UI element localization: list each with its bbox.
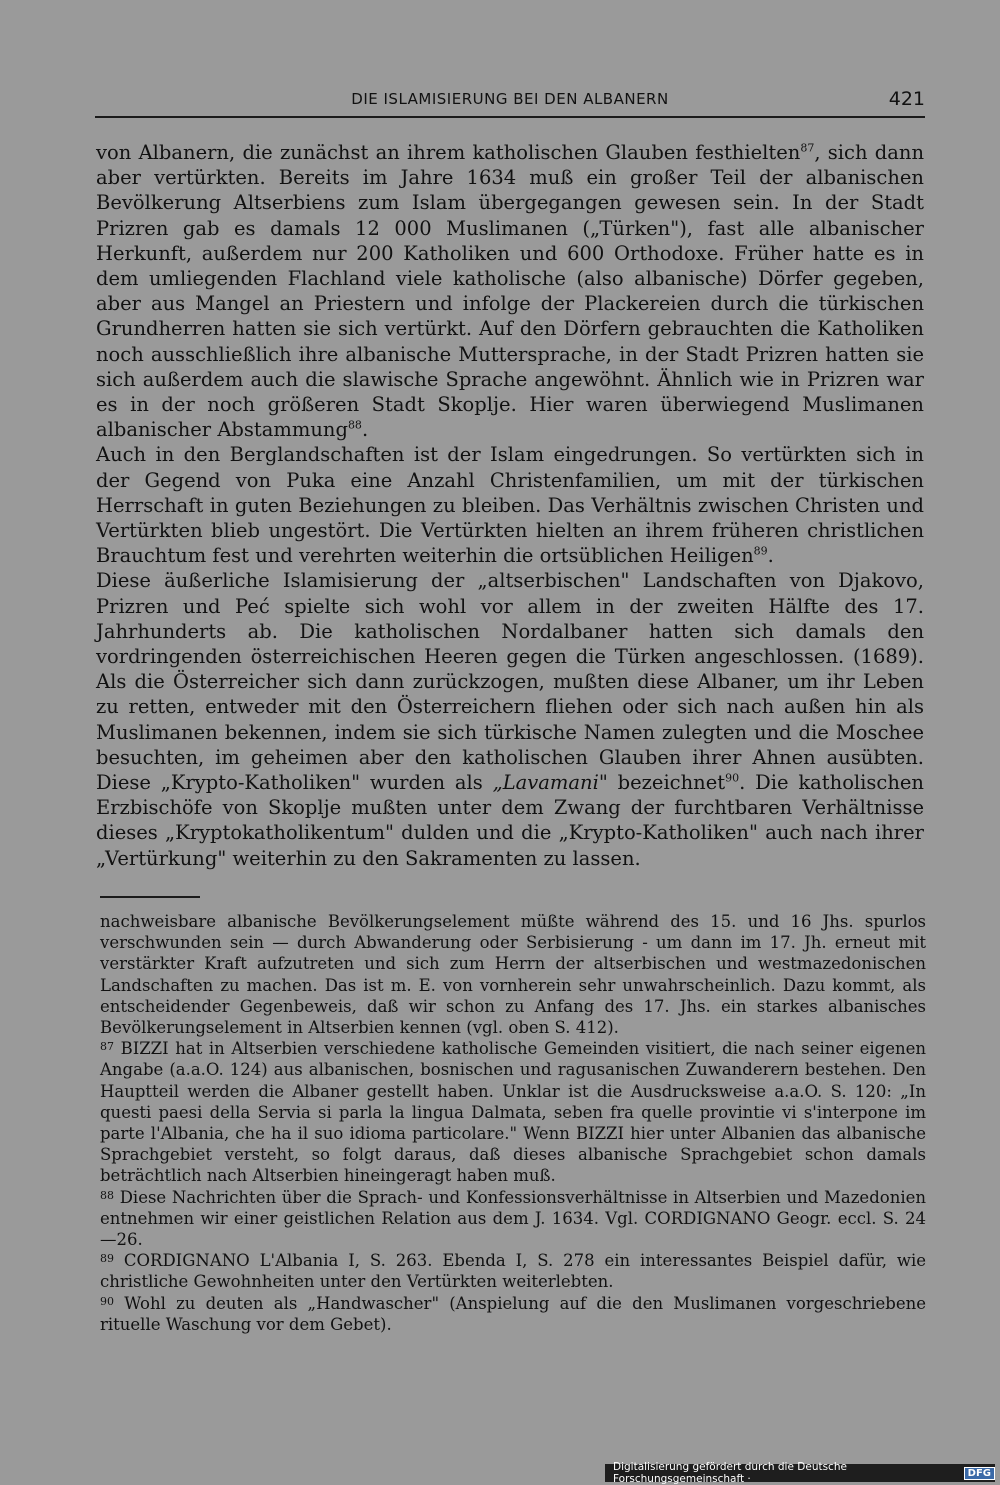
footnote-continuation: nachweisbare albanische Bevölkerungselement müßte während des 15. und 16 Jhs. spurlos verschwunden sein — durch Abwanderung oder Serbisierung - um dann im 17. Jh. erneut mit verstärkter Kraft aufzutreten und sich zum Herrn der altserbischen und westmazedonischen Landschaften zu machen. Das ist m. E. von vornherein sehr unwahrscheinlich. Dazu kommt, als entscheidender Gegenbeweis, daß wir schon zu Anfang des 17. Jhs. ein starkes albanisches Bevölkerungselement in Altserbien kennen (vgl. oben S. 412). [100,912,926,1038]
paragraph-3: Diese äußerliche Islamisierung der „altserbischen" Landschaften von Djakovo, Prizren und Peć spielte sich wohl vor allem in der zweiten Hälfte des 17. Jahrhunderts ab. Die katholischen Nordalbaner hatten sich damals den vordringenden österreichischen Heeren gegen die Türken angeschlossen. (1689). Als die Österreicher sich dann zurückzogen, mußten diese Albaner, um ihr Leben zu retten, entweder mit den Österreichern fliehen oder sich nach außen hin als Muslimanen bekennen, indem sie sich türkische Namen zulegten und die Moschee besuchten, im geheimen aber den katholischen Glauben ihrer Ahnen ausübten. Diese „Krypto-Katholiken" wurden als „Lavamani" bezeichnet$^{90}$. Die katholischen Erzbischöfe von Skoplje mußten unter dem Zwang der furchtbaren Verhältnisse dieses „Kryptokatholikentum" dulden und die „Krypto-Katholiken" auch nach ihrer „Vertürkung" weiterhin zu den Sakramenten zu lassen. [96,569,924,870]
footnote-90: $^{90}$ Wohl zu deuten als „Handwascher" (Anspielung auf die den Muslimanen vorgeschriebene rituelle Waschung vor dem Gebet). [100,1293,926,1334]
footnote-ref-87[interactable]: 87 [800,141,815,155]
paragraph-2: Auch in den Berglandschaften ist der Islam eingedrungen. So vertürkten sich in der Gegend von Puka eine Anzahl Christenfamilien, um mit der türkischen Herrschaft in guten Beziehungen zu bleiben. Das Verhältnis zwischen Christen und Vertürkten blieb ungestört. Die Vertürkten hielten an ihrem früheren christlichen Brauchtum fest und verehrten weiterhin die ortsüblichen Heiligen$^{89}$. [96,443,924,568]
paragraph-1: von Albanern, die zunächst an ihrem katholischen Glauben festhielten$^{87}$, sich dann aber vertürkten. Bereits im Jahre 1634 muß ein großer Teil der albanischen Bevölkerung Altserbiens zum Islam übergegangen gewesen sein. In der Stadt Prizren gab es damals 12 000 Muslimanen („Türken"), fast alle albanischer Herkunft, außerdem nur 200 Katholiken und 600 Orthodoxe. Früher hatte es in dem umliegenden Flachland viele katholische (also albanische) Dörfer gegeben, aber aus Mangel an Priestern und infolge der Plackereien durch die türkischen Grundherren hatten sie sich vertürkt. Auf den Dörfern gebrauchten die Katholiken noch ausschließlich ihre albanische Muttersprache, in der Stadt Prizren hatten sie sich außerdem auch die slawische Sprache angewöhnt. Ähnlich wie in Prizren war es in der noch größeren Stadt Skoplje. Hier waren überwiegend Muslimanen albanischer Abstammung$^{88}$. [96,141,925,442]
italic-term: „Lavamani" [492,771,608,795]
footnote-88: $^{88}$ Diese Nachrichten über die Sprach- und Konfessionsverhältnisse in Altserbien und Mazedonien entnehmen wir einer geistlichen Relation aus dem J. 1634. Vgl. CORDIGNANO Geogr. eccl. S. 24—26. [100,1187,926,1250]
page-number: 421 [888,88,925,110]
footnotes [100,911,926,1335]
footnote-ref-90[interactable]: 90 [725,771,740,785]
digitization-credit [605,1461,995,1485]
footnote-ref-89[interactable]: 89 [753,544,768,558]
page-header [95,84,925,118]
credit-text: Digitalisierung gefördert durch die Deutsche Forschungsgemeinschaft · [613,1461,847,1485]
main-text [96,140,924,871]
running-title: DIE ISLAMISIERUNG BEI DEN ALBANERN [351,90,669,108]
footnote-89: $^{89}$ CORDIGNANO L'Albania I, S. 263. Ebenda I, S. 278 ein interessantes Beispiel dafür, wie christliche Gewohnheiten unter den Vertürkten weiterlebten. [100,1251,926,1292]
footnote-ref-88[interactable]: 88 [347,418,362,432]
footnote-87: $^{87}$ BIZZI hat in Altserbien verschiedene katholische Gemeinden visitiert, die nach seiner eigenen Angabe (a.a.O. 124) aus albanischen, bosnischen und ragusanischen Zuwanderern bestehen. Den Hauptteil werden die Albaner gestellt haben. Unklar ist die Ausdrucksweise a.a.O. S. 120: „In questi paesi della Servia si parla la lingua Dalmata, seben fra quelle provintie vi s'interpone im parte l'Albania, che ha il suo idioma particolare." Wenn BIZZI hier unter Albanien das albanische Sprachgebiet versteht, so folgt daraus, daß dieses albanische Sprachgebiet schon damals beträchtlich nach Altserbien hineingeragt haben muß. [100,1039,926,1186]
dfg-logo[interactable]: DFG [964,1467,995,1480]
footnote-divider [100,896,200,898]
